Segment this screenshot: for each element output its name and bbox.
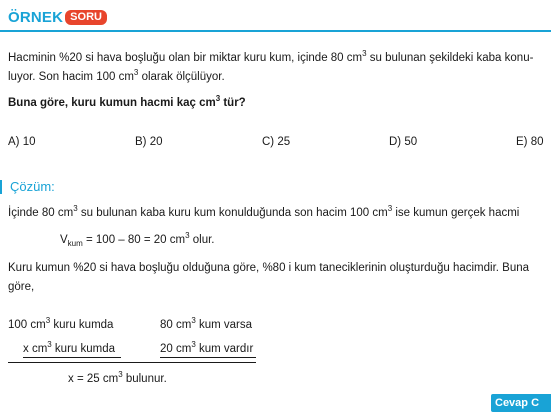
result-text: x = 25 $cm^3$ bulunur. [68,370,167,385]
option-c[interactable]: C) 25 [262,136,291,148]
proportion-row2-right: 20 $cm^3$ kum vardır [160,340,254,355]
solution-line-1: İçinde 80 $cm^3$ su bulunan kaba kuru kum konulduğunda son hacim 100 $cm^3$ ise kumun gerçek hacmi [8,204,520,219]
example-badge [8,8,107,27]
proportion-divider [8,362,256,363]
solution-marker [0,180,2,194]
solution-equation: $V_{kum} = 100 - 80 = 20$ $cm^3$ olur. [60,231,215,248]
problem-line-1: Hacminin %20 si hava boşluğu olan bir miktar kuru kum, içinde 80 $cm^3$ su bulunan şekildeki kaba konu- [8,49,534,64]
underline-left [23,357,121,358]
option-e[interactable]: E) 80 [516,136,544,148]
option-d[interactable]: D) 50 [389,136,418,148]
proportion-row2-left: x $cm^3$ kuru kumda [23,340,116,355]
solution-line-3: Kuru kumun %20 si hava boşluğu olduğuna göre, %80 i kum taneciklerinin oluşturduğu hacimdir. Buna [8,262,530,274]
problem-line-2: luyor. Son hacim 100 $cm^3$ olarak ölçülüyor. [8,68,225,83]
header-rule [0,30,551,32]
option-a[interactable]: A) 10 [8,136,36,148]
question-text: Buna göre, kuru kumun hacmi kaç $cm^3$ tür? [8,94,246,109]
option-b[interactable]: B) 20 [135,136,163,148]
badge-word: ÖRNEK [8,9,64,26]
proportion-row1-right: 80 $cm^3$ kum varsa [160,316,253,331]
proportion-row1-left: 100 $cm^3$ kuru kumda [8,316,114,331]
solution-line-4: göre, [8,281,35,293]
solution-title: Çözüm: [10,179,55,194]
answer-button[interactable]: Cevap C [491,394,551,412]
badge-tag: SORU [65,10,107,25]
underline-right [160,357,256,358]
